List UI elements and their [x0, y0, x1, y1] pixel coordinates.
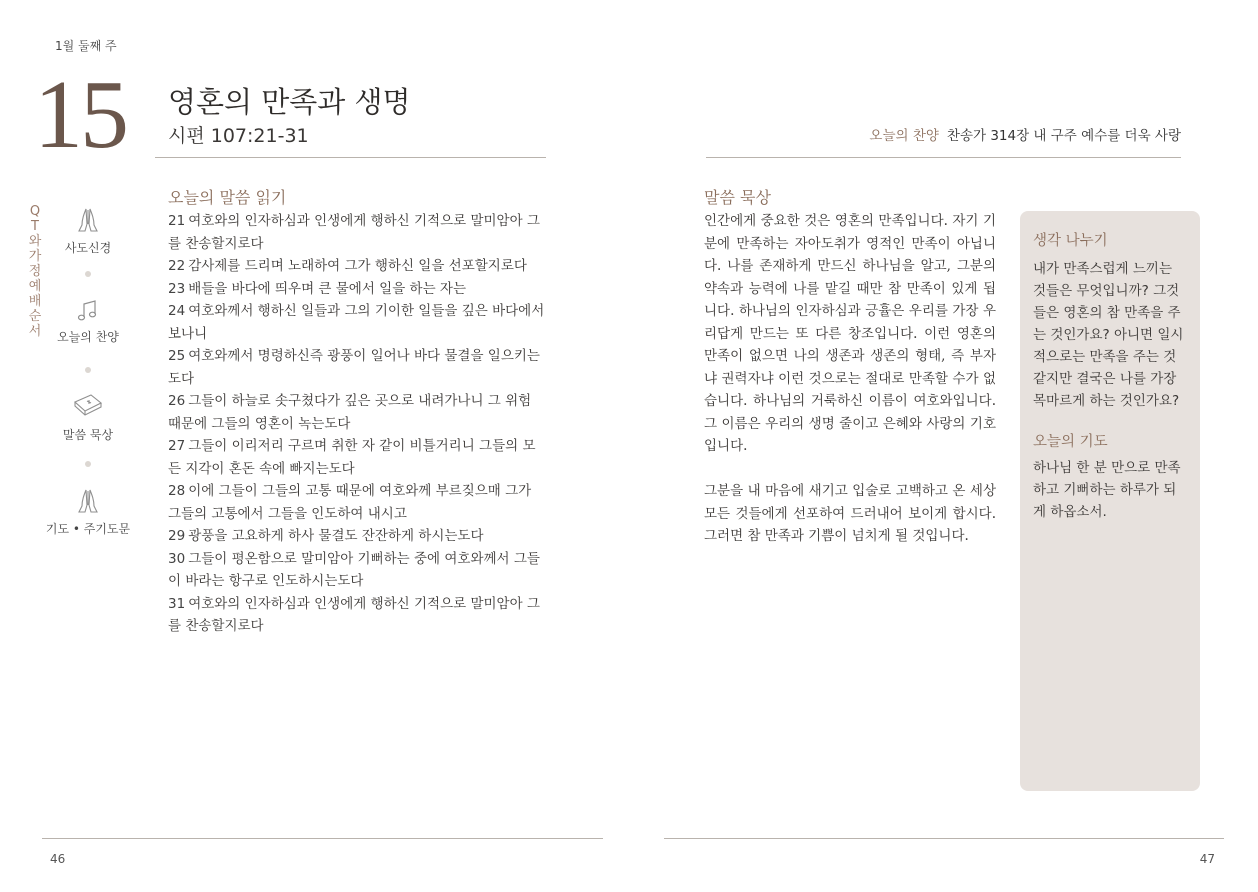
verse-list: [168, 210, 548, 638]
verse-text: 이에 그들이 그들의 고통 때문에 여호와께 부르짖으매 그가 그들의 고통에서 그들을 인도하여 내시고: [168, 483, 532, 522]
verse-number: 25: [168, 348, 186, 364]
hymn-label: 오늘의 찬양: [869, 128, 939, 144]
sharing-text: 내가 만족스럽게 느끼는 것들은 무엇입니까? 그것들은 영혼의 참 만족을 주는 것인가요? 아니면 일시적으로는 만족을 주는 것 같지만 결국은 나를 가장 목마르게 하는 것인가요?: [1033, 261, 1184, 409]
sidebar-dot: [85, 461, 91, 467]
week-label: 1월 둘째 주: [55, 39, 117, 53]
verse-text: 여호와의 인자하심과 인생에게 행하신 기적으로 말미암아 그를 찬송할지로다: [168, 213, 540, 252]
verse-item: [168, 390, 548, 435]
verse-text: 여호와께서 명령하신즉 광풍이 일어나 바다 물결을 일으키는도다: [168, 348, 540, 387]
verse-item: [168, 345, 548, 390]
meditation-heading: 말씀 묵상: [704, 188, 771, 207]
verse-text: 여호와께서 행하신 일들과 그의 기이한 일들을 깊은 바다에서 보나니: [168, 303, 545, 342]
verse-number: 29: [168, 528, 186, 544]
bible-book-icon: [38, 392, 138, 422]
sharing-box: [1020, 211, 1200, 791]
page-number-left: 46: [50, 852, 66, 866]
footer-divider-right: [664, 838, 1224, 839]
footer-divider-left: [42, 838, 603, 839]
verse-number: 30: [168, 550, 186, 567]
sidebar-item-label: 사도신경: [64, 241, 112, 255]
verse-item: [168, 300, 548, 345]
verse-item: [168, 435, 548, 480]
verse-text: 그들이 평온함으로 말미암아 기뻐하는 중에 여호와께서 그들이 바라는 항구로 인도하시는도다: [168, 550, 540, 589]
page-title: 영혼의 만족과 생명: [168, 85, 411, 119]
verse-item: [168, 278, 548, 301]
sidebar-item-meditation: [38, 392, 138, 443]
verse-text: 광풍을 고요하게 하사 물결도 잔잔하게 하시는도다: [188, 528, 484, 544]
sharing-heading: 생각 나누기: [1033, 233, 1108, 249]
header-divider-right: [706, 157, 1181, 158]
hymn-text: 찬송가 314장 내 구주 예수를 더욱 사랑: [946, 128, 1181, 144]
verse-number: 26: [168, 393, 186, 409]
sidebar-dot: [85, 271, 91, 277]
verse-item: [168, 210, 548, 255]
verse-number: 24: [168, 303, 186, 319]
music-note-icon: [38, 298, 138, 324]
verse-item: [168, 480, 548, 525]
verse-item: [168, 255, 548, 278]
verse-text: 감사제를 드리며 노래하여 그가 행하신 일을 선포할지로다: [188, 258, 527, 274]
sidebar-item-label: 말씀 묵상: [62, 428, 114, 442]
meditation-paragraph: 인간에게 중요한 것은 영혼의 만족입니다. 자기 기분에 만족하는 자아도취가 영적인 만족이 아닙니다. 나를 존재하게 만드신 하나님을 알고, 그분의 약속과 능력에 나를 맡길 때만 참 만족이 있게 됩니다. 하나님의 인자하심과 긍휼은 우리를 가장 우리답게 만드는 또 다른 창조입니다. 이런 영혼의 만족이 없으면 나의 생존과 생존의 형태, 즉 부자냐 권력자냐 이런 것으로는 절대로 만족할 수가 없습니다. 하나님의 거룩하신 이름이 여호와입니다. 그 이름은 우리의 생명 줄이고 은혜와 사랑의 기호입니다.: [704, 213, 996, 454]
verse-item: [168, 593, 548, 638]
todays-hymn: [869, 124, 1181, 144]
verse-text: 그들이 이리저리 구르며 취한 자 같이 비틀거리니 그들의 모든 지각이 혼돈 속에 빠지는도다: [168, 438, 536, 477]
verse-number: 23: [168, 280, 186, 297]
praying-hands-icon: [38, 486, 138, 516]
page-number-right: 47: [1199, 852, 1215, 866]
verse-number: 31: [168, 595, 186, 612]
reading-heading: 오늘의 말씀 읽기: [168, 188, 287, 207]
meditation-paragraph: 그분을 내 마음에 새기고 입술로 고백하고 온 세상 모든 것들에게 선포하여 드러내어 보이게 합시다. 그러면 참 만족과 기쁨이 넘치게 될 것입니다.: [704, 483, 996, 544]
sidebar-item-label: 기도 • 주기도문: [45, 522, 131, 536]
sidebar-item-hymn: [38, 298, 138, 345]
day-number: 15: [34, 61, 126, 169]
scripture-passage: 시편 107:21-31: [168, 125, 309, 147]
verse-number: 21: [168, 213, 186, 229]
meditation-body: [704, 210, 996, 570]
verse-number: 22: [168, 258, 186, 274]
verse-text: 배들을 바다에 띄우며 큰 물에서 일을 하는 자는: [188, 280, 467, 297]
prayer-text: 하나님 한 분 만으로 만족하고 기뻐하는 하루가 되게 하옵소서.: [1033, 460, 1181, 520]
verse-item: [168, 548, 548, 593]
praying-hands-icon: [38, 205, 138, 235]
sidebar-dot: [85, 367, 91, 373]
sidebar-item-prayer: [38, 486, 138, 537]
header-divider-left: [155, 157, 546, 158]
sidebar-item-creed: [38, 205, 138, 256]
sidebar-item-label: 오늘의 찬양: [57, 330, 119, 344]
prayer-heading: 오늘의 기도: [1033, 434, 1108, 450]
verse-text: 여호와의 인자하심과 인생에게 행하신 기적으로 말미암아 그를 찬송할지로다: [168, 595, 540, 634]
sidebar-vertical-label: QT와 가정예배 순서: [28, 204, 42, 339]
verse-text: 그들이 하늘로 솟구쳤다가 깊은 곳으로 내려가나니 그 위험 때문에 그들의 영혼이 녹는도다: [168, 393, 532, 432]
verse-number: 28: [168, 483, 186, 499]
verse-item: [168, 525, 548, 548]
verse-number: 27: [168, 438, 186, 454]
